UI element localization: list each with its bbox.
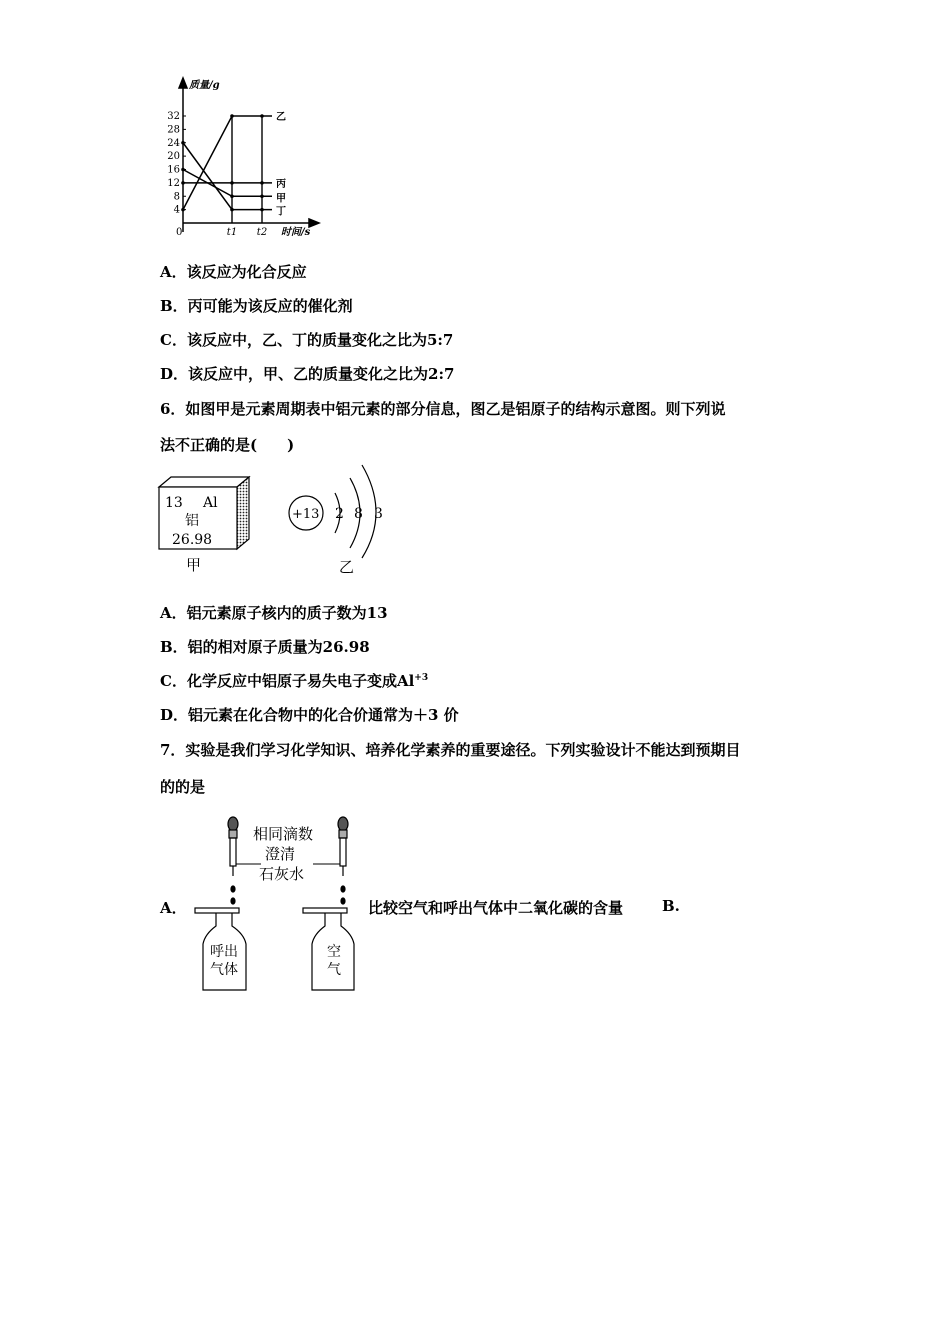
left-bottle-label-line2: 气体 [210, 962, 238, 978]
q7-option-b-label: B. [662, 897, 680, 915]
series-point [181, 141, 185, 145]
q7-option-a-label: A． [160, 899, 187, 917]
series-lines [181, 111, 286, 218]
dropper-label-line1: 相同滴数 [253, 825, 314, 843]
right-bottle-label-line2: 气 [327, 962, 341, 978]
y-tick-label: 4 [173, 204, 180, 216]
series-point [230, 194, 234, 198]
y-tick-label: 28 [167, 124, 180, 136]
q6-option-c-superscript: +3 [414, 673, 429, 683]
q5-option-c: C．该反应中，乙、丁的质量变化之比为5:7 [160, 331, 454, 349]
dropper-label-line2: 澄清 [265, 845, 296, 863]
q7-stem-line1: 7．实验是我们学习化学知识、培养化学素养的重要途径。下列实验设计不能达到预期目 [160, 741, 741, 759]
right-dropper [338, 817, 348, 904]
aluminum-element-cell [155, 475, 265, 555]
series-point [230, 114, 234, 118]
y-tick-label: 24 [167, 137, 180, 149]
series-label: 丁 [276, 206, 286, 218]
y-tick-label: 20 [167, 151, 180, 163]
figure-yi-caption: 乙 [339, 558, 355, 576]
series-point [230, 181, 234, 185]
q5-option-a: A．该反应为化合反应 [160, 263, 307, 281]
left-bottle-label-line1: 呼出 [210, 944, 238, 960]
q6-option-b: B．铝的相对原子质量为26.98 [160, 638, 370, 656]
series-label: 丙 [276, 178, 286, 190]
co2-comparison-apparatus [180, 810, 370, 995]
y-tick-label: 32 [167, 111, 180, 122]
shell-1-electrons: 2 [335, 506, 344, 522]
x-tick-label: 0 [176, 227, 183, 238]
series-label: 乙 [276, 112, 286, 123]
series-label: 甲 [276, 193, 286, 205]
q7-option-a-text: 比较空气和呼出气体中二氧化碳的含量 [368, 899, 624, 917]
right-bottle-label-line1: 空 [327, 944, 341, 960]
dropper-label-line3: 石灰水 [259, 865, 305, 883]
aluminum-atom-structure [280, 460, 390, 560]
y-tick-label: 8 [173, 191, 180, 203]
q6-option-d: D．铝元素在化合物中的化合价通常为＋3 价 [160, 706, 459, 724]
series-point [181, 208, 185, 212]
q7-stem-line2: 的的是 [160, 778, 206, 796]
figure-jia-caption: 甲 [186, 556, 202, 574]
element-name: 铝 [185, 513, 199, 529]
y-tick-label: 16 [167, 164, 180, 176]
mass-time-chart [160, 72, 350, 242]
x-tick-label: t2 [256, 227, 268, 238]
q6-option-c [160, 670, 428, 691]
shell-2-electrons: 8 [354, 506, 363, 522]
atomic-mass: 26.98 [172, 532, 213, 548]
q6-option-c-text: C．化学反应中铝原子易失电子变成Al [160, 672, 415, 690]
x-tick-label: t1 [226, 227, 238, 238]
left-dropper [228, 817, 238, 904]
series-point [230, 208, 234, 212]
q6-stem-line2: 法不正确的是( ) [160, 436, 295, 454]
atomic-number: 13 [165, 495, 183, 511]
q6-stem-line1: 6．如图甲是元素周期表中铝元素的部分信息，图乙是铝原子的结构示意图。则下列说 [160, 400, 726, 418]
y-tick-label: 12 [167, 177, 180, 189]
nucleus-charge: +13 [292, 507, 320, 522]
q5-option-b: B．丙可能为该反应的催化剂 [160, 297, 353, 315]
series-point [181, 168, 185, 172]
shell-3-electrons: 3 [374, 506, 383, 522]
t-guide-lines [232, 116, 262, 223]
y-axis-label: 质量/g [189, 80, 220, 91]
element-symbol: Al [203, 495, 218, 511]
x-axis-label: 时间/s [281, 227, 311, 238]
q6-option-a: A．铝元素原子核内的质子数为13 [160, 604, 388, 622]
series-point [181, 181, 185, 185]
x-tick-labels [176, 227, 267, 238]
q5-option-d: D．该反应中，甲、乙的质量变化之比为2:7 [160, 365, 455, 383]
